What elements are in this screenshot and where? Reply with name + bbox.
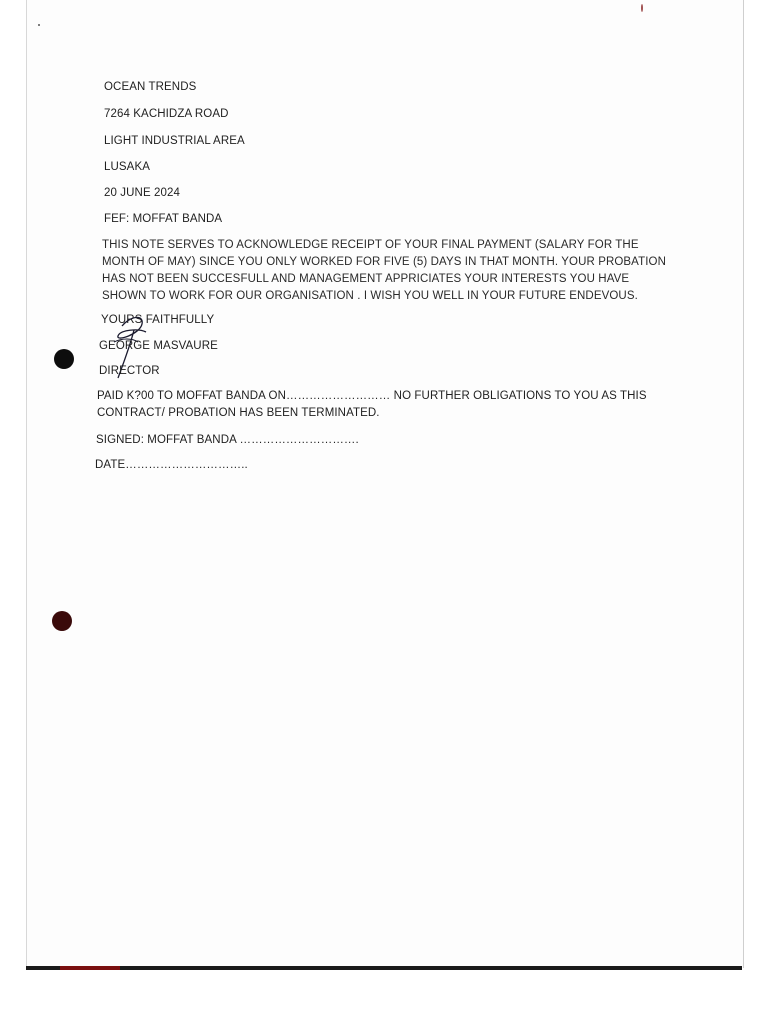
address-line-1: 7264 KACHIDZA ROAD bbox=[104, 108, 229, 120]
address-city: LUSAKA bbox=[104, 161, 150, 173]
signatory-name: GEORGE MASVAURE bbox=[99, 340, 218, 352]
payment-note-line-2: CONTRACT/ PROBATION HAS BEEN TERMINATED. bbox=[97, 407, 380, 419]
letter-body: THIS NOTE SERVES TO ACKNOWLEDGE RECEIPT OF YOUR FINAL PAYMENT (SALARY FOR THE MONTH OF MAY) SINCE YOU ONLY WORKED FOR FIVE (5) DAYS IN THAT MONTH. YOUR PROBATION HAS NOT BEEN SUCCESFULL AND MANAGEMENT APPRICIATES YOUR INTERESTS YOU HAVE SHOWN TO WORK FOR OUR ORGANISATION . I WISH YOU WELL IN YOUR FUTURE ENDEVOUS. bbox=[102, 239, 666, 302]
scan-speck bbox=[38, 24, 40, 26]
payment-note-line-1: PAID K?00 TO MOFFAT BANDA ON……………………… NO FURTHER OBLIGATIONS TO YOU AS THIS bbox=[97, 390, 647, 402]
signed-line: SIGNED: MOFFAT BANDA …………………………. bbox=[96, 434, 359, 446]
company-name: OCEAN TRENDS bbox=[104, 81, 197, 93]
punch-hole bbox=[52, 611, 72, 631]
closing-salutation: YOURS FAITHFULLY bbox=[101, 314, 215, 326]
signatory-title: DIRECTOR bbox=[99, 365, 160, 377]
punch-hole bbox=[54, 349, 74, 369]
letter-date: 20 JUNE 2024 bbox=[104, 187, 180, 199]
letter-reference: FEF: MOFFAT BANDA bbox=[104, 213, 223, 225]
scan-speck bbox=[641, 4, 643, 12]
address-line-2: LIGHT INDUSTRIAL AREA bbox=[104, 135, 245, 147]
scan-edge bbox=[26, 966, 742, 970]
date-line: DATE………………………….. bbox=[95, 459, 248, 471]
scan-edge-mark bbox=[60, 966, 120, 970]
